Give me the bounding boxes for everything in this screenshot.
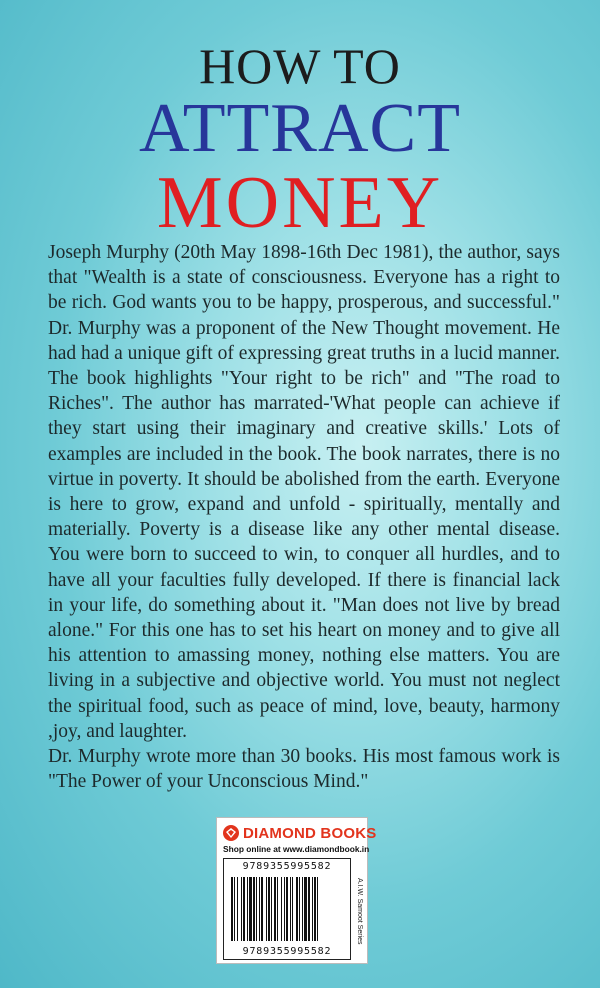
isbn-barcode bbox=[223, 858, 351, 960]
book-title bbox=[0, 38, 600, 244]
diamond-books-logo-icon bbox=[223, 825, 239, 841]
publisher-box bbox=[216, 817, 377, 964]
blurb-text bbox=[48, 240, 560, 794]
blurb-paragraph-1: Joseph Murphy (20th May 1898-16th Dec 1981), the author, says that "Wealth is a state of consciousness. Everyone has a right to be rich. God wants you to be happy, prosperous, and successful." Dr. Murphy was a proponent of the New Thought movement. He had had a unique gift of expressing great truths in a lucid manner. The book highlights "Your right to be rich" and "The road to Riches". The author has marrated-'What people can achieve if they start using their imaginary and creative skills.' Lots of examples are included in the book. The book narrates, there is no virtue in poverty. It should be abolished from the earth. Everyone is here to grow, expand and unfold - spiritually, mentally and materially. Poverty is a disease like any other mental disease. You were born to succeed to win, to conquer all hurdles, and to have all your faculties fully developed. If there is financial lack in your life, do something about it. "Man does not live by bread alone." For this one has to set his heart on money and to give all his attention to amassing money, nothing else matters. You are living in a subjective and objective world. You must not neglect the spiritual food, such as peace of mind, love, beauty, harmony ,joy, and laughter. bbox=[48, 242, 560, 742]
barcode-icon bbox=[230, 877, 344, 941]
publisher-header bbox=[223, 822, 377, 844]
publisher-name: DIAMOND BOOKS bbox=[243, 824, 377, 842]
title-line-how-to: HOW TO bbox=[199, 38, 401, 94]
title-line-money: MONEY bbox=[156, 162, 444, 244]
isbn-number-top: 9789355995582 bbox=[242, 861, 332, 872]
series-label: A.I.W. Samoot Series bbox=[356, 878, 363, 945]
isbn-number-bottom: 9789355995582 bbox=[242, 946, 332, 957]
blurb-paragraph-2: Dr. Murphy wrote more than 30 books. His most famous work is "The Power of your Unconscious Mind." bbox=[48, 746, 560, 793]
title-line-attract: ATTRACT bbox=[139, 90, 461, 167]
publisher-shop-link: Shop online at www.diamondbook.in bbox=[223, 844, 370, 854]
